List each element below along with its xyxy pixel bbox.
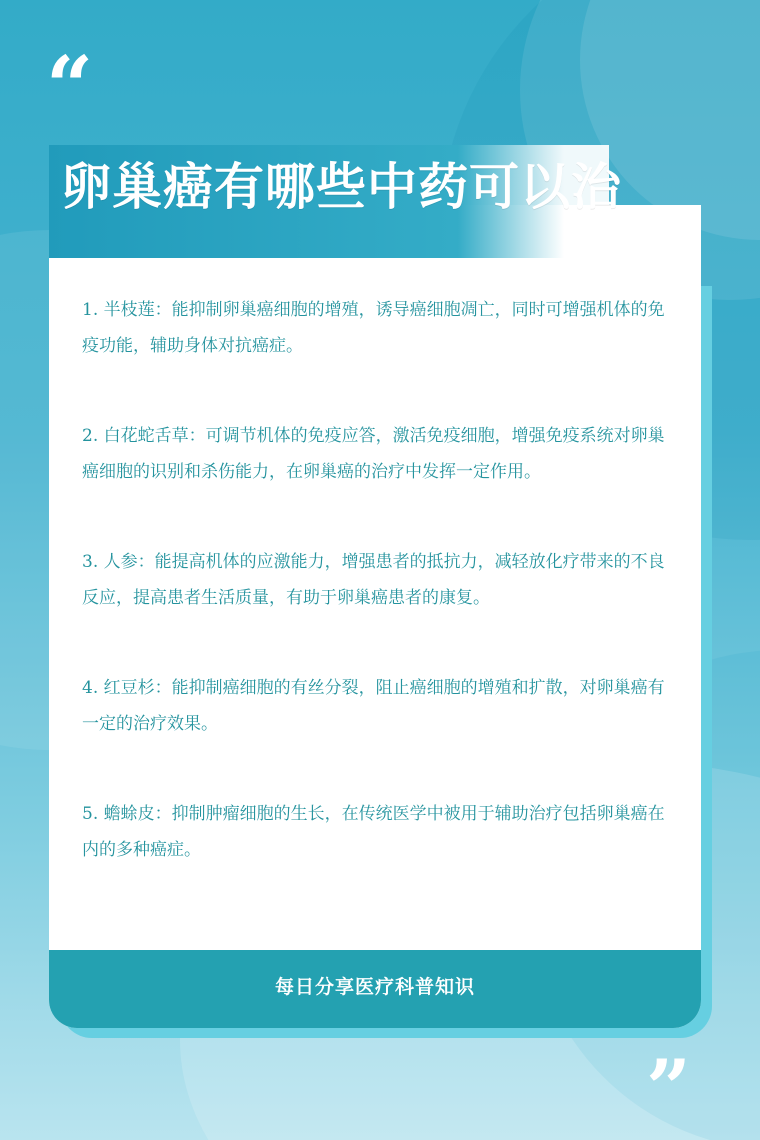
item-text: 白花蛇舌草：可调节机体的免疫应答，激活免疫细胞，增强免疫系统对卵巢癌细胞的识别和杀伤能力，在卵巢癌的治疗中发挥一定作用。 xyxy=(82,426,665,482)
right-quote-icon: ” xyxy=(646,1043,691,1134)
left-quote-icon: “ xyxy=(46,39,94,135)
item-text: 蟾蜍皮：抑制肿瘤细胞的生长，在传统医学中被用于辅助治疗包括卵巢癌在内的多种癌症。 xyxy=(82,804,665,860)
item-text: 人参：能提高机体的应激能力，增强患者的抵抗力，减轻放化疗带来的不良反应，提高患者生活质量，有助于卵巢癌患者的康复。 xyxy=(82,552,665,608)
item-number: 5. xyxy=(82,804,99,824)
list-item xyxy=(82,418,674,490)
item-number: 4. xyxy=(82,678,99,698)
item-number: 2. xyxy=(82,426,99,446)
list-item xyxy=(82,292,674,364)
list-item xyxy=(82,544,674,616)
footer-text: 每日分享医疗科普知识 xyxy=(274,976,475,998)
item-number: 1. xyxy=(82,300,99,320)
list-item xyxy=(82,670,674,742)
content-list xyxy=(82,292,674,922)
list-item xyxy=(82,796,674,868)
item-text: 红豆杉：能抑制癌细胞的有丝分裂，阻止癌细胞的增殖和扩散，对卵巢癌有一定的治疗效果。 xyxy=(82,678,665,734)
footer-banner xyxy=(49,950,701,1028)
item-number: 3. xyxy=(82,552,99,572)
item-text: 半枝莲：能抑制卵巢癌细胞的增殖，诱导癌细胞凋亡，同时可增强机体的免疫功能，辅助身体对抗癌症。 xyxy=(82,300,665,356)
page-title: 卵巢癌有哪些中药可以治 xyxy=(61,158,622,216)
